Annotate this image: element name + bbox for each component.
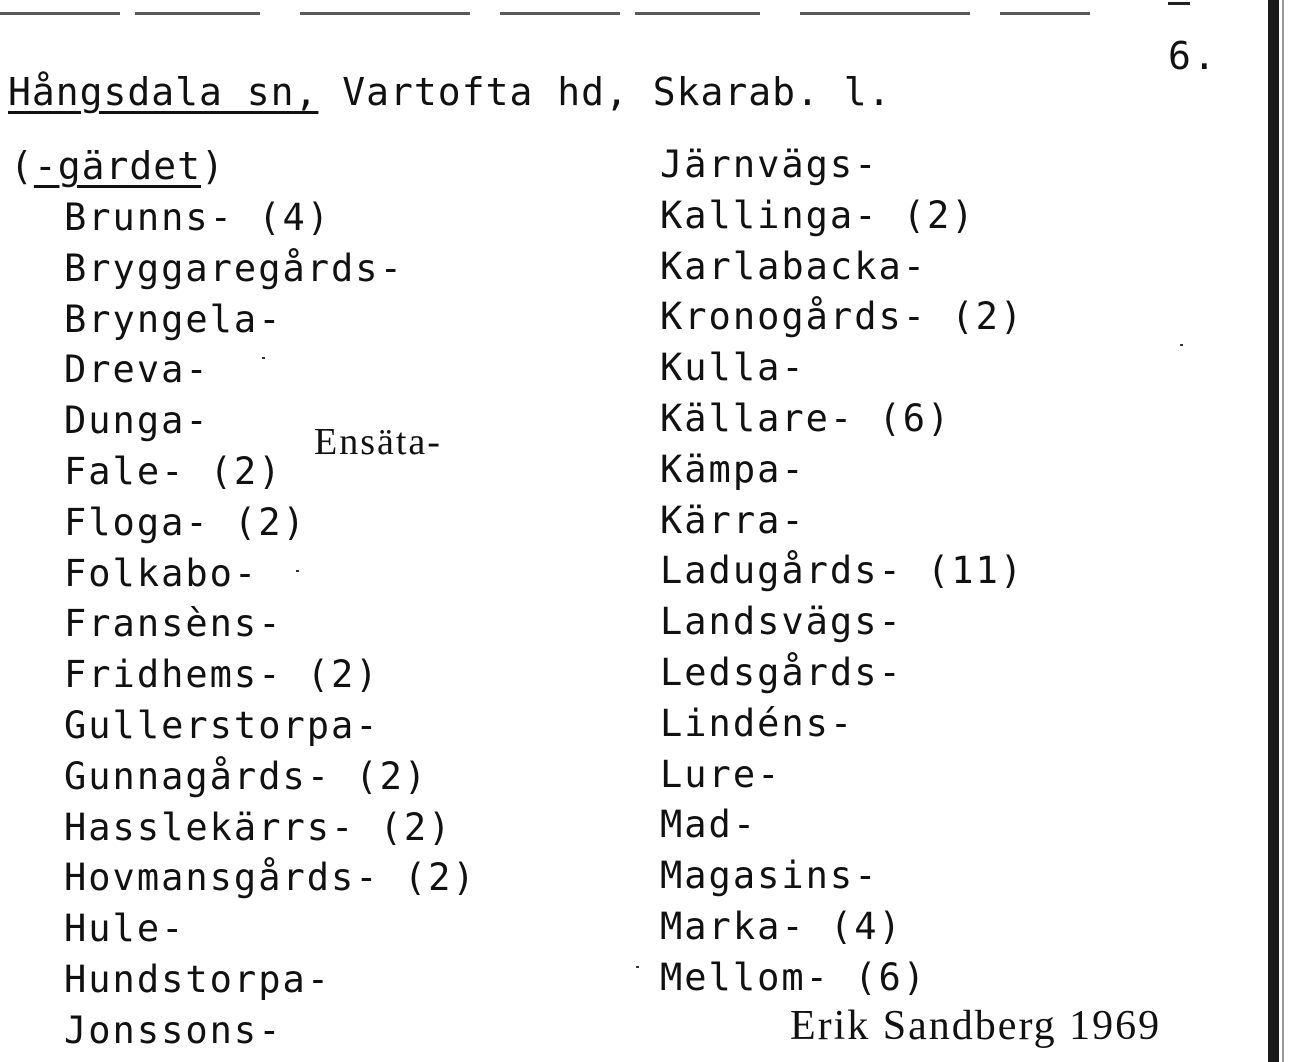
list-item: Fransèns- [64, 602, 283, 646]
list-item: Floga- (2) [64, 500, 307, 544]
paper-speck [1180, 344, 1183, 346]
section-heading-close: ) [201, 144, 225, 188]
list-item: Källare- (6) [660, 396, 952, 440]
list-item: Bryngela- [64, 297, 283, 341]
header-location: Vartofta hd, Skarab. l. [318, 70, 892, 114]
list-item: Folkabo- [64, 551, 259, 595]
list-item: Landsvägs- [660, 600, 903, 644]
paper-speck [262, 357, 265, 359]
left-name-list [64, 193, 477, 1057]
paper-speck [296, 570, 299, 572]
list-item: Hasslekärrs- (2) [64, 805, 453, 849]
list-item: Kämpa- [660, 447, 806, 491]
list-item: Ledsgårds- [660, 650, 903, 694]
list-item: Hovmansgårds- (2) [64, 856, 477, 900]
list-item: Fridhems- (2) [64, 653, 380, 697]
list-item: Kärra- [660, 498, 806, 542]
card-top-edge [0, 12, 1090, 15]
list-item: Bryggaregårds- [64, 246, 404, 290]
list-item: Magasins- [660, 854, 879, 898]
list-item: Karlabacka- [660, 244, 928, 288]
list-item: Lindéns- [660, 701, 855, 745]
list-item: Marka- (4) [660, 904, 903, 948]
list-item: Ladugårds- (11) [660, 549, 1025, 593]
list-item: Fale- (2) [64, 449, 283, 493]
list-item: Mellom- (6) [660, 955, 928, 999]
list-item: Hule- [64, 907, 186, 951]
signature: Erik Sandberg 1969 [790, 1003, 1162, 1049]
card-header [8, 70, 892, 114]
inserted-entry: Ensäta- [314, 421, 442, 463]
list-item: Jonssons- [64, 1008, 283, 1052]
section-heading-open: ( [10, 144, 34, 188]
page-number: 6. [1168, 34, 1218, 78]
list-item: Dreva- [64, 348, 210, 392]
list-item: Hundstorpa- [64, 957, 332, 1001]
card-right-edge [1268, 0, 1279, 1062]
list-item: Gunnagårds- (2) [64, 754, 429, 798]
section-heading [10, 144, 225, 188]
list-item: Dunga- [64, 399, 210, 443]
list-item: Lure- [660, 752, 782, 796]
list-item: Järnvägs- [660, 143, 879, 186]
section-heading-word: -gärdet [33, 144, 202, 188]
list-item: Kronogårds- (2) [660, 295, 1025, 339]
card-right-edge-shadow [1282, 0, 1284, 1062]
parish-name: Hångsdala sn, [8, 70, 319, 114]
list-item: Mad- [660, 803, 758, 847]
right-name-list [660, 140, 1024, 1004]
list-item: Brunns- (4) [64, 196, 332, 239]
list-item: Kulla- [660, 346, 806, 390]
paper-speck [636, 966, 639, 968]
list-item: Kallinga- (2) [660, 193, 976, 237]
list-item: Gullerstorpa- [64, 703, 380, 747]
card-top-edge-mark [1168, 2, 1190, 5]
